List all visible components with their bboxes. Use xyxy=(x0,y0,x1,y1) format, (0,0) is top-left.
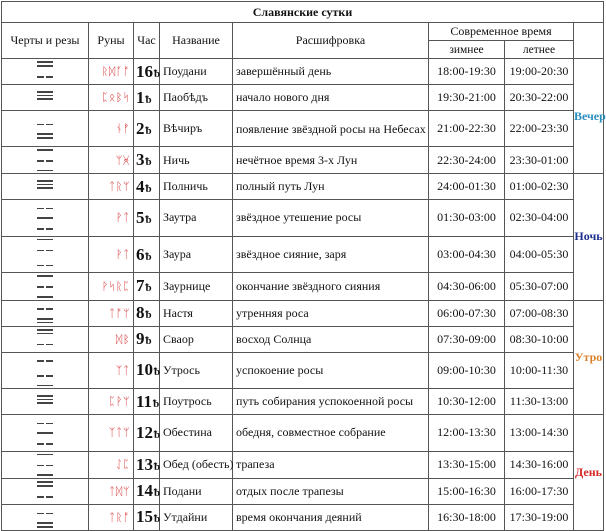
winter-time: 10:30-12:00 xyxy=(429,389,505,415)
hour-number: 10 xyxy=(136,360,153,380)
col-header-runes: Руны xyxy=(89,23,134,59)
winter-time: 15:00-16:30 xyxy=(429,478,505,504)
table-body xyxy=(2,59,604,531)
hour-name: Паобѣдъ xyxy=(160,85,233,111)
winter-time: 19:30-21:00 xyxy=(429,85,505,111)
marks-glyph xyxy=(2,236,89,273)
table-row xyxy=(2,147,604,174)
table-row xyxy=(2,504,604,530)
summer-time: 20:30-22:00 xyxy=(505,85,574,111)
hour-mark-icon: ᵬ xyxy=(145,124,152,137)
hour-number: 16 xyxy=(136,61,153,81)
hour-number: 5 xyxy=(136,207,145,227)
table-row xyxy=(2,478,604,504)
table-title: Славянские сутки xyxy=(2,2,604,23)
col-header-summer: летнее xyxy=(505,41,574,59)
marks-glyph xyxy=(2,174,89,200)
period-label: Вечер xyxy=(574,59,604,174)
runes-text: ᛉᛏ xyxy=(115,363,130,377)
marks-glyph xyxy=(2,326,89,352)
winter-time: 03:00-04:30 xyxy=(429,236,505,273)
hour-mark-icon: ᵬ xyxy=(145,335,152,348)
period-label: Ночь xyxy=(574,174,604,300)
col-header-desc: Расшифровка xyxy=(233,23,429,59)
runes-text: ᛏᛞᛘ xyxy=(108,484,130,498)
col-header-winter: зимнее xyxy=(429,41,505,59)
hour-mark-icon: ᵬ xyxy=(154,67,161,80)
hour-name: Сваор xyxy=(160,326,233,352)
table-row xyxy=(2,111,604,147)
marks-glyph xyxy=(2,59,89,85)
runes-text: ᚾᚠ xyxy=(115,122,130,135)
marks-glyph xyxy=(2,300,89,326)
hour-number: 4 xyxy=(136,176,145,196)
hour-description: окончание звёздного сияния xyxy=(233,273,429,300)
marks-glyph xyxy=(2,200,89,237)
period-label: Утро xyxy=(574,300,604,415)
hour-description: звёздное утешение росы xyxy=(233,200,429,237)
hour-description: успокоение росы xyxy=(233,352,429,389)
table-row xyxy=(2,236,604,273)
table-row xyxy=(2,174,604,200)
hour-name: Полничь xyxy=(160,174,233,200)
winter-time: 22:30-24:00 xyxy=(429,147,505,174)
summer-time: 08:30-10:00 xyxy=(505,326,574,352)
winter-time: 24:00-01:30 xyxy=(429,174,505,200)
slavic-day-table xyxy=(1,1,604,531)
hour-mark-icon: ᵬ xyxy=(153,397,160,410)
hour-name: Обестина xyxy=(160,415,233,452)
marks-glyph xyxy=(2,415,89,452)
runes-text: ᛏᚩᛘ xyxy=(108,306,130,320)
summer-time: 02:30-04:00 xyxy=(505,200,574,237)
runes-text: ᚹᛋᚱᛈ xyxy=(101,279,130,293)
summer-time: 10:00-11:30 xyxy=(505,352,574,389)
runes-text: ᛈᚹᛘ xyxy=(108,395,130,409)
hour-mark-icon: ᵬ xyxy=(145,282,152,295)
table-row xyxy=(2,85,604,111)
hour-name: Заура xyxy=(160,236,233,273)
marks-glyph xyxy=(2,504,89,530)
summer-time: 13:00-14:30 xyxy=(505,415,574,452)
hour-number: 14 xyxy=(136,481,153,501)
hour-number: 9 xyxy=(136,329,145,349)
hour-number: 3 xyxy=(136,150,145,170)
hour-mark-icon: ᵬ xyxy=(154,428,161,441)
hour-name: Обед (обесть) xyxy=(160,451,233,478)
hour-mark-icon: ᵬ xyxy=(145,182,152,195)
hour-name: Подани xyxy=(160,478,233,504)
hour-description: нечётное время 3-х Лун xyxy=(233,147,429,174)
winter-time: 16:30-18:00 xyxy=(429,504,505,530)
runes-text: ᛈᛟᛒᛋ xyxy=(101,91,130,104)
col-header-name: Название xyxy=(160,23,233,59)
winter-time: 12:00-13:30 xyxy=(429,415,505,452)
hour-description: восход Солнца xyxy=(233,326,429,352)
table-row xyxy=(2,300,604,326)
hour-description: отдых после трапезы xyxy=(233,478,429,504)
hour-description: трапеза xyxy=(233,451,429,478)
marks-glyph xyxy=(2,478,89,504)
hour-description: время окончания деяний xyxy=(233,504,429,530)
summer-time: 05:30-07:00 xyxy=(505,273,574,300)
hour-name: Утрось xyxy=(160,352,233,389)
runes-text: ᛘᚸ xyxy=(115,153,130,167)
col-header-marks: Черты и резы xyxy=(2,23,89,59)
table-row xyxy=(2,326,604,352)
hour-mark-icon: ᵬ xyxy=(154,513,161,526)
hour-number: 1 xyxy=(136,87,145,107)
hour-mark-icon: ᵬ xyxy=(154,366,161,379)
col-header-period xyxy=(574,23,604,59)
table-row xyxy=(2,389,604,415)
table-row xyxy=(2,451,604,478)
hour-name: Поудани xyxy=(160,59,233,85)
hour-mark-icon: ᵬ xyxy=(145,93,152,106)
summer-time: 23:30-01:00 xyxy=(505,147,574,174)
table-row xyxy=(2,59,604,85)
summer-time: 04:00-05:30 xyxy=(505,236,574,273)
col-header-hour: Час xyxy=(134,23,160,59)
winter-time: 09:00-10:30 xyxy=(429,352,505,389)
hour-description: полный путь Лун xyxy=(233,174,429,200)
runes-text: ᚱᛞᚪᚩ xyxy=(101,65,130,78)
runes-text: ᛉᛏᛘ xyxy=(108,426,130,440)
hour-description: утренняя роса xyxy=(233,300,429,326)
summer-time: 16:00-17:30 xyxy=(505,478,574,504)
hour-number: 15 xyxy=(136,507,153,527)
hour-number: 12 xyxy=(136,422,153,442)
runes-text: ᛞᛒ xyxy=(115,332,130,346)
table-row xyxy=(2,273,604,300)
summer-time: 22:00-23:30 xyxy=(505,111,574,147)
winter-time: 18:00-19:30 xyxy=(429,59,505,85)
runes-text: ᚹᛏ xyxy=(115,211,130,225)
hour-description: путь собирания успокоенной росы xyxy=(233,389,429,415)
winter-time: 01:30-03:00 xyxy=(429,200,505,237)
hour-description: звёздное сияние, заря xyxy=(233,236,429,273)
winter-time: 04:30-06:00 xyxy=(429,273,505,300)
table-row xyxy=(2,352,604,389)
marks-glyph xyxy=(2,147,89,174)
hour-name: Заутра xyxy=(160,200,233,237)
summer-time: 19:00-20:30 xyxy=(505,59,574,85)
table-row xyxy=(2,415,604,452)
hour-number: 6 xyxy=(136,244,145,264)
hour-number: 7 xyxy=(136,276,145,296)
hour-number: 2 xyxy=(136,118,145,138)
runes-text: ᚹᛏ xyxy=(115,248,130,262)
runes-text: ᛏᚱᛘ xyxy=(108,180,130,194)
summer-time: 11:30-13:00 xyxy=(505,389,574,415)
period-label: День xyxy=(574,415,604,531)
summer-time: 07:00-08:30 xyxy=(505,300,574,326)
summer-time: 01:00-02:30 xyxy=(505,174,574,200)
col-header-modern: Современное время xyxy=(429,23,574,41)
hour-mark-icon: ᵬ xyxy=(145,213,152,226)
marks-glyph xyxy=(2,85,89,111)
winter-time: 21:00-22:30 xyxy=(429,111,505,147)
hour-description: появление звёздной росы на Небесах xyxy=(233,111,429,147)
hour-mark-icon: ᵬ xyxy=(145,250,152,263)
runes-text: ᛇᛈ xyxy=(115,458,130,472)
hour-number: 13 xyxy=(136,454,153,474)
hour-mark-icon: ᵬ xyxy=(145,156,152,169)
hour-name: Ничь xyxy=(160,147,233,174)
hour-name: Утдайни xyxy=(160,504,233,530)
hour-description: обедня, совместное собрание xyxy=(233,415,429,452)
hour-name: Настя xyxy=(160,300,233,326)
hour-mark-icon: ᵬ xyxy=(154,487,161,500)
hour-name: Поутрось xyxy=(160,389,233,415)
hour-description: завершённый день xyxy=(233,59,429,85)
hour-number: 11 xyxy=(136,391,153,411)
hour-mark-icon: ᵬ xyxy=(154,460,161,473)
hour-name: Вѣчиръ xyxy=(160,111,233,147)
runes-text: ᛏᚱᚩ xyxy=(108,510,130,524)
winter-time: 13:30-15:00 xyxy=(429,451,505,478)
marks-glyph xyxy=(2,451,89,478)
winter-time: 06:00-07:30 xyxy=(429,300,505,326)
summer-time: 17:30-19:00 xyxy=(505,504,574,530)
marks-glyph xyxy=(2,389,89,415)
marks-glyph xyxy=(2,273,89,300)
hour-description: начало нового дня xyxy=(233,85,429,111)
marks-glyph xyxy=(2,111,89,147)
hour-number: 8 xyxy=(136,303,145,323)
table-row xyxy=(2,200,604,237)
hour-name: Заурнице xyxy=(160,273,233,300)
summer-time: 14:30-16:00 xyxy=(505,451,574,478)
marks-glyph xyxy=(2,352,89,389)
hour-mark-icon: ᵬ xyxy=(145,309,152,322)
winter-time: 07:30-09:00 xyxy=(429,326,505,352)
